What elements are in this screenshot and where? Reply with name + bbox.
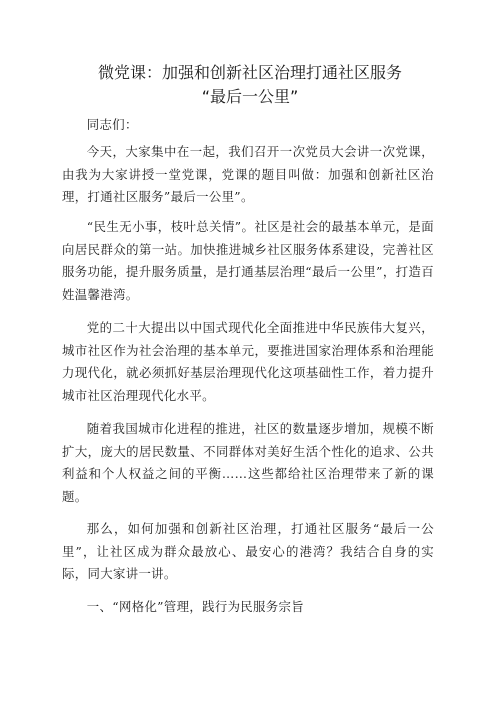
paragraph-2: “民生无小事，枝叶总关情”。社区是社会的最基本单元，是面向居民群众的第一站。加快推进城乡社区服务体系建设，完善社区服务功能，提升服务质量，是打通基层治理“最后一公里”，打造百姓温馨港湾。 — [62, 219, 434, 302]
paragraph-3: 党的二十大提出以中国式现代化全面推进中华民族伟大复兴，城市社区作为社会治理的基本单元，要推进国家治理体系和治理能力现代化，就必须抓好基层治理现代化这项基础性工作，着力提升城市社区治理现代化水平。 — [62, 320, 434, 403]
document-title-line-2: “最后一公里” — [201, 87, 299, 106]
paragraph-1: 今天，大家集中在一起，我们召开一次党员大会讲一次党课，由我为大家讲授一堂党课，党课的题目叫做：加强和创新社区治理，打通社区服务”最后一公里”。 — [62, 144, 434, 204]
section-heading: 一、“网格化”管理，践行为民服务宗旨 — [86, 599, 305, 614]
greeting: 同志们： — [86, 117, 138, 132]
document-title-line-1: 微党课：加强和创新社区治理打通社区服务 — [97, 63, 402, 82]
paragraph-4: 随着我国城市化进程的推进，社区的数量逐步增加，规模不断扩大，庞大的居民数量、不同群体对美好生活个性化的追求、公共利益和个人权益之间的平衡……这些都给社区治理带来了新的课题。 — [62, 421, 434, 504]
paragraph-5: 那么，如何加强和创新社区治理，打通社区服务“最后一公里”，让社区成为群众最放心、最安心的港湾？我结合自身的实际，同大家讲一讲。 — [62, 521, 434, 581]
